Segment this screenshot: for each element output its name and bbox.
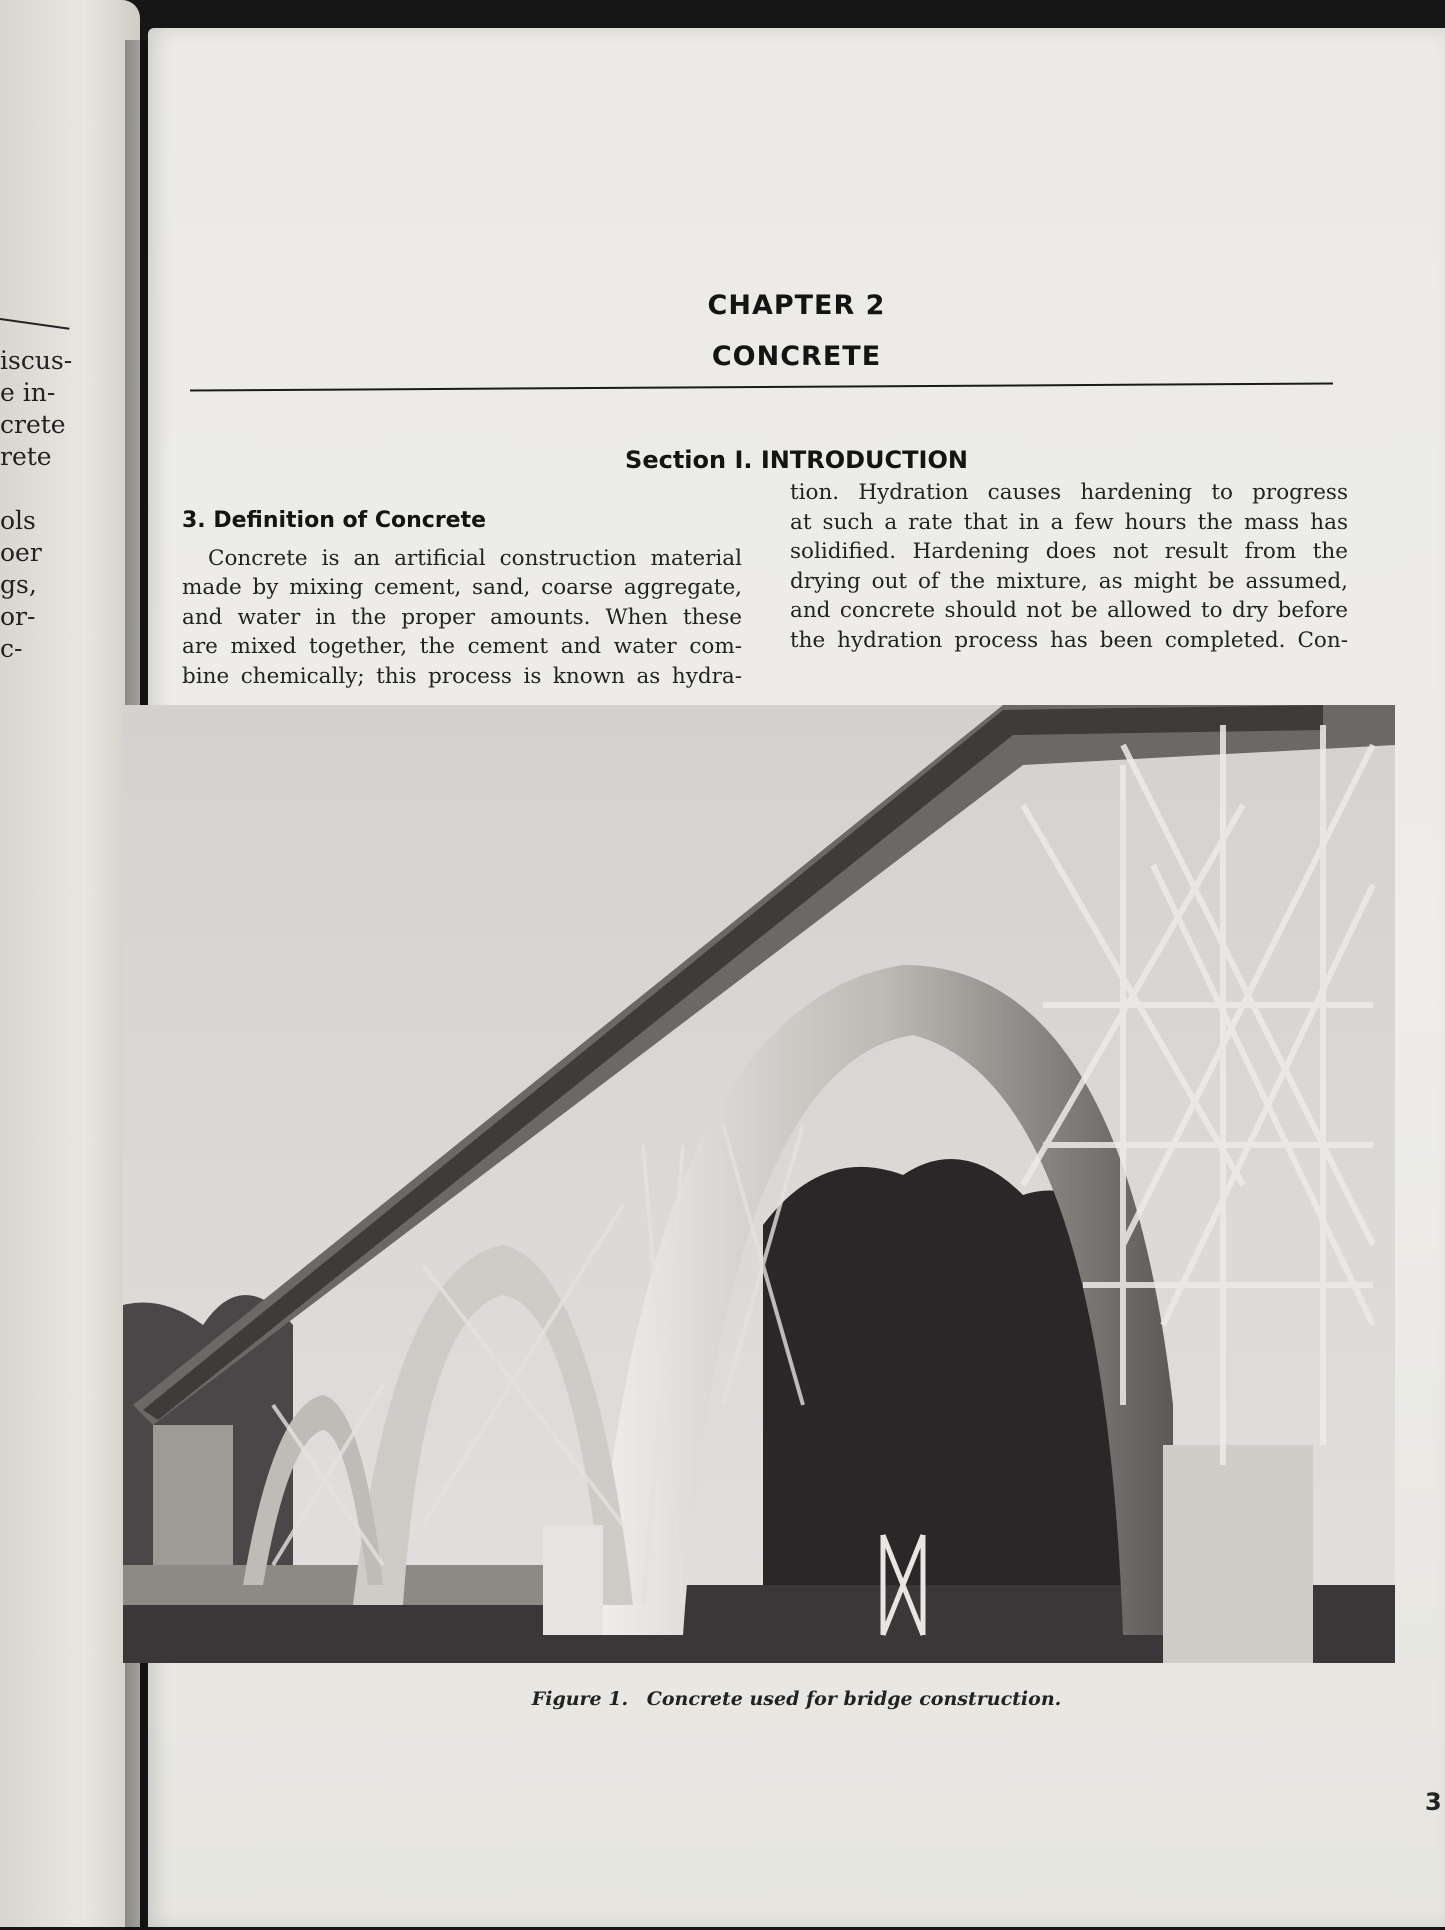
paragraph-line: are mixed together, the cement and water com- xyxy=(182,634,742,659)
paragraph-line: tion. Hydration causes hardening to progress xyxy=(790,480,1348,505)
paragraph-line: drying out of the mixture, as might be assumed, xyxy=(790,568,1348,594)
facing-page-line: crete xyxy=(0,410,66,439)
paragraph-line: bine chemically; this process is known as hydra- xyxy=(182,663,742,689)
facing-page-line: c- xyxy=(0,634,23,663)
paragraph-line: and water in the proper amounts. When these xyxy=(182,604,742,630)
facing-page-text xyxy=(0,345,72,665)
chapter-divider xyxy=(190,383,1333,392)
facing-page-line: iscus- xyxy=(0,346,73,375)
facing-page-line: oer xyxy=(0,538,42,567)
article-title: Definition of Concrete xyxy=(213,508,487,533)
article-number: 3. xyxy=(182,508,206,533)
facing-page xyxy=(0,0,140,1927)
article-heading xyxy=(182,506,742,536)
document-page xyxy=(148,28,1445,1927)
facing-page-line: rete xyxy=(0,442,52,471)
chapter-label: CHAPTER 2 xyxy=(707,290,886,321)
page-number: 3 xyxy=(1425,1788,1442,1816)
facing-page-line: gs, xyxy=(0,570,37,599)
paragraph-line: the hydration process has been completed. Con- xyxy=(790,627,1348,653)
figure-label: Figure 1. xyxy=(531,1688,629,1710)
facing-page-line: ols xyxy=(0,506,36,535)
figure-caption-text: Concrete used for bridge construction. xyxy=(646,1688,1062,1710)
paragraph-line: Concrete is an artificial construction material xyxy=(208,545,742,571)
section-number: Section I. xyxy=(625,446,753,474)
figure-caption xyxy=(148,1688,1445,1710)
text-column-left xyxy=(182,506,742,691)
paragraph-line: at such a rate that in a few hours the mass has xyxy=(790,509,1348,535)
paragraph-line: solidified. Hardening does not result from the xyxy=(790,539,1348,564)
bridge-photo xyxy=(123,705,1395,1663)
paragraph-line: made by mixing cement, sand, coarse aggregate, xyxy=(182,575,742,600)
text-column-right xyxy=(790,478,1348,655)
paragraph-line: and concrete should not be allowed to dry before xyxy=(790,598,1348,623)
section-title xyxy=(148,446,1445,474)
chapter-title: CONCRETE xyxy=(711,341,882,372)
facing-page-line: or- xyxy=(0,602,36,631)
facing-page-line: e in- xyxy=(0,378,56,407)
facing-page-rule xyxy=(0,318,69,330)
section-name: INTRODUCTION xyxy=(760,446,968,474)
facing-page-line xyxy=(0,473,72,505)
